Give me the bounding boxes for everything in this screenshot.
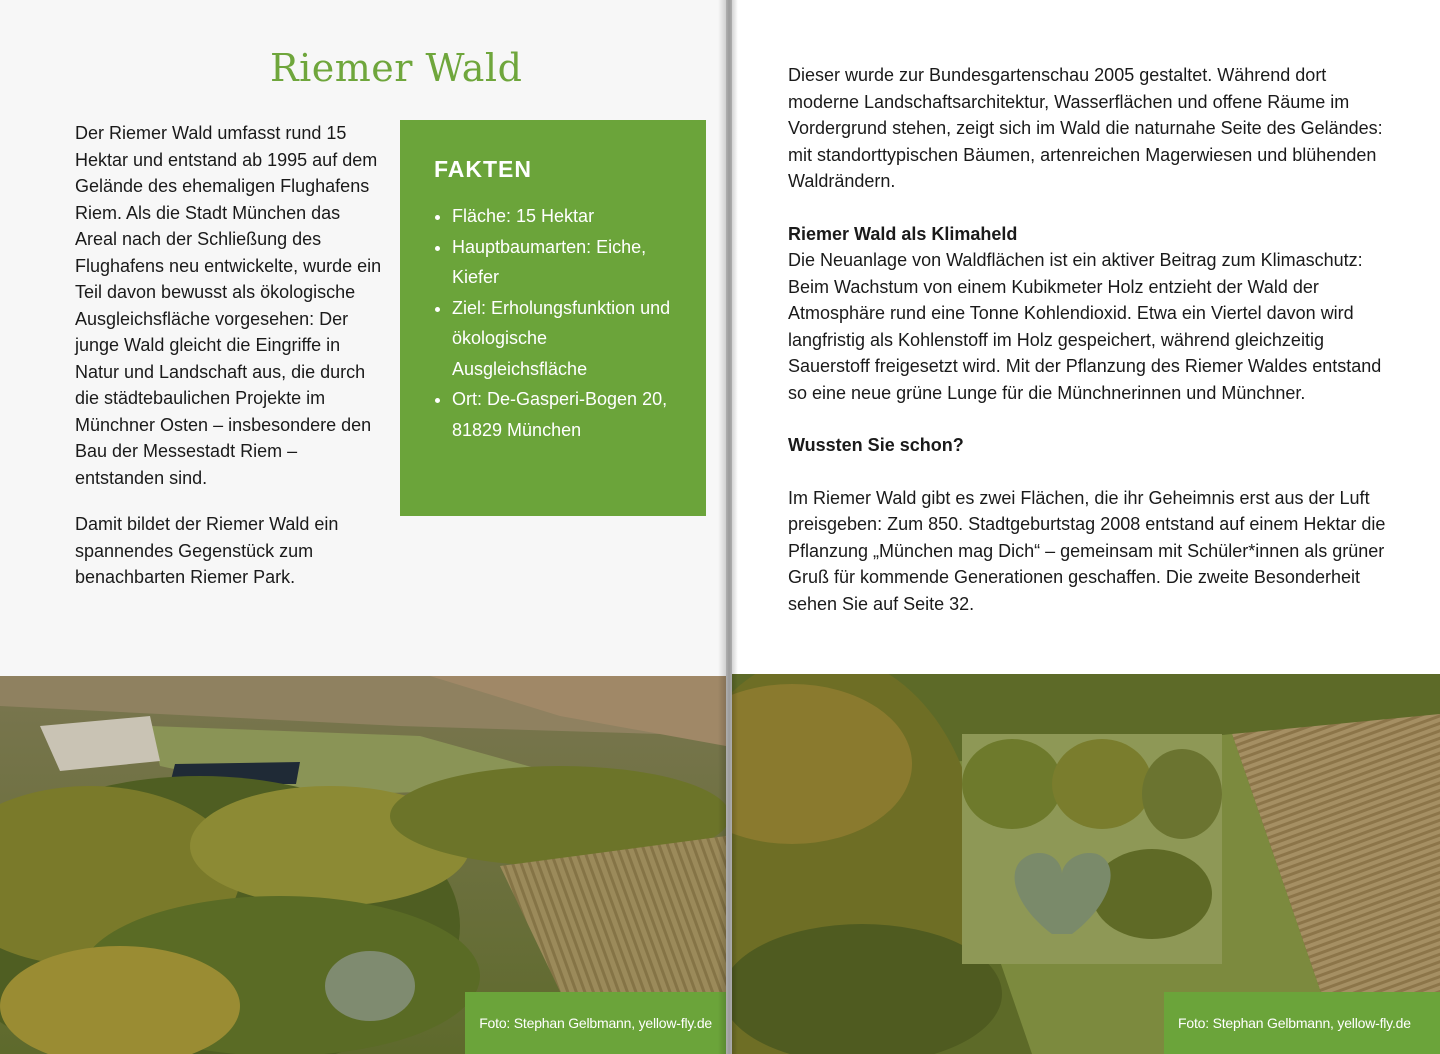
page-title: Riemer Wald xyxy=(270,46,523,90)
facts-heading: FAKTEN xyxy=(434,156,532,182)
section-heading-climate: Riemer Wald als Klimaheld xyxy=(788,223,1018,244)
fact-item-area: • Fläche: 15 Hektar xyxy=(452,201,686,232)
aerial-photo-left xyxy=(0,676,726,1054)
photo-caption-left: Foto: Stephan Gelbmann, yellow-fly.de xyxy=(465,992,726,1054)
section-text-climate: Die Neuanlage von Waldflächen ist ein aktiver Beitrag zum Klimaschutz: Beim Wachstum von einem Kubikmeter Holz entzieht der Wald der Atmosphäre rund eine Tonne Kohlendioxid. Etwa ein Viertel davon wird langfristig als Kohlenstoff im Holz gespeichert, während gleichzeitig Sauerstoff freigesetzt wird. Mit der Pflanzung des Riemer Waldes entstand so eine neue grüne Lunge für die Münchnerinnen und Münchner. xyxy=(788,250,1382,403)
intro-paragraph: Der Riemer Wald umfasst rund 15 Hektar und entstand ab 1995 auf dem Gelände des ehemaligen Flughafens Riem. Als die Stadt München das Areal nach der Schließung des Flughafens neu entwickelte, wurde ein Teil davon bewusst als ökologische Ausgleichsfläche vorgesehen: Der junge Wald gleicht die Eingriffe in Natur und Landschaft aus, die durch die städtebaulichen Projekte im Münchner Osten – insbesondere den Bau der Messestadt Riem – entstanden sind. xyxy=(75,123,382,488)
fact-item-location: • Ort: De-Gasperi-Bogen 20, 81829 München xyxy=(452,384,686,445)
fact-item-goal: • Ziel: Erholungsfunktion und ökologische Ausgleichsfläche xyxy=(452,293,686,385)
fact-item-tree-species: • Hauptbaumarten: Eiche, Kiefer xyxy=(452,232,686,293)
facts-list xyxy=(434,201,686,445)
section-heading-did-you-know: Wussten Sie schon? xyxy=(788,435,964,455)
facts-box xyxy=(400,120,706,516)
intro-text xyxy=(75,120,385,611)
photo-caption-right: Foto: Stephan Gelbmann, yellow-fly.de xyxy=(1164,992,1440,1054)
right-text xyxy=(788,62,1398,643)
closing-paragraph: Damit bildet der Riemer Wald ein spannendes Gegenstück zum benachbarten Riemer Park. xyxy=(75,514,339,587)
section-text-did-you-know: Im Riemer Wald gibt es zwei Flächen, die ihr Geheimnis erst aus der Luft preisgeben: Zum 850. Stadtgeburtstag 2008 entstand auf einem Hektar die Pflanzung „München mag Dich“ – gemeinsam mit Schüler*innen als grüner Gruß für kommende Generationen geschaffen. Die zweite Besonderheit sehen Sie auf Seite 32. xyxy=(788,487,1386,614)
aerial-photo-right xyxy=(732,674,1440,1054)
right-page xyxy=(732,0,1440,1054)
intro-continued: Dieser wurde zur Bundesgartenschau 2005 gestaltet. Während dort moderne Landschaftsarchitektur, Wasserflächen und offene Räume im Vordergrund stehen, zeigt sich im Wald die naturnahe Seite des Geländes: mit standorttypischen Bäumen, artenreichen Magerwiesen und blühenden Waldrändern. xyxy=(788,65,1383,191)
